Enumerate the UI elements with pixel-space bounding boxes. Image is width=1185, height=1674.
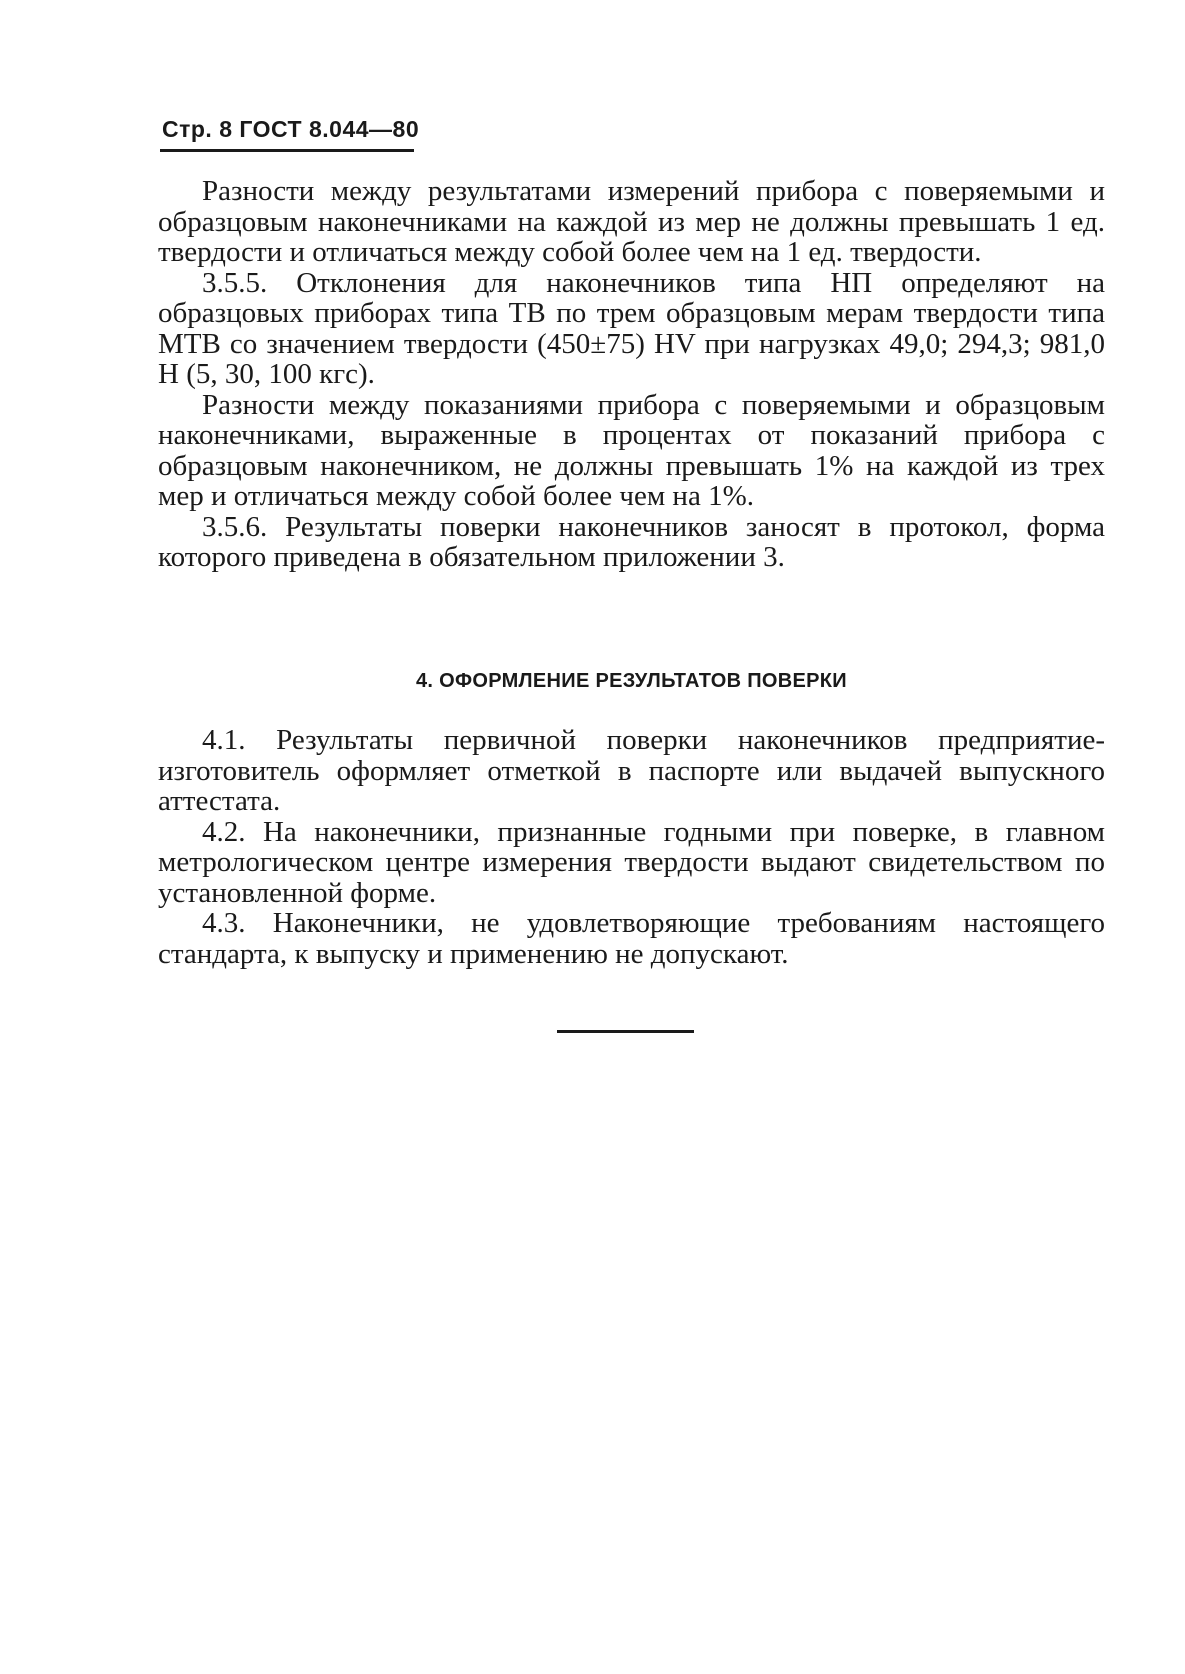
end-of-text-rule <box>557 1030 694 1033</box>
paragraph-3-5-6: 3.5.6. Результаты поверки наконечников заносят в протокол, форма которого приведена в обязательном приложении 3. <box>158 510 1105 573</box>
page-header: Стр. 8 ГОСТ 8.044—80 <box>162 116 420 142</box>
paragraph-4-1: 4.1. Результаты первичной поверки наконечников предприятие-изготовитель оформляет отметкой в паспорте или выдачей выпускного аттестата. <box>158 724 1105 817</box>
paragraph-4-3: 4.3. Наконечники, не удовлетворяющие требованиям настоящего стандарта, к выпуску и применению не допускают. <box>158 907 1105 970</box>
header-underline <box>160 149 414 152</box>
paragraph-4-2: 4.2. На наконечники, признанные годными при поверке, в главном метрологическом центре измерения твердости выдают свидетельством по установленной форме. <box>158 815 1105 909</box>
section-4-text <box>158 725 1105 969</box>
section-3-text <box>158 176 1105 573</box>
paragraph-3-5-5-differences: Разности между показаниями прибора с поверяемыми и образцовым наконечниками, выраженные в процентах от показаний прибора с образцовым наконечником, не должны превышать 1% на каждой из трех мер и отличаться между собой более чем на 1%. <box>158 388 1105 512</box>
section-4-title: 4. ОФОРМЛЕНИЕ РЕЗУЛЬТАТОВ ПОВЕРКИ <box>416 670 847 692</box>
paragraph-3-5-5: 3.5.5. Отклонения для наконечников типа НП определяют на образцовых приборах типа ТВ по трем образцовым мерам твердости типа МТВ со значением твердости (450±75) HV при нагрузках 49,0; 294,3; 981,0 Н (5, 30, 100 кгс). <box>158 266 1105 390</box>
paragraph-3-5-4-continuation: Разности между результатами измерений прибора с поверяемыми и образцовым наконечниками на каждой из мер не должны превышать 1 ед. твердости и отличаться между собой более чем на 1 ед. твердости. <box>158 175 1105 268</box>
